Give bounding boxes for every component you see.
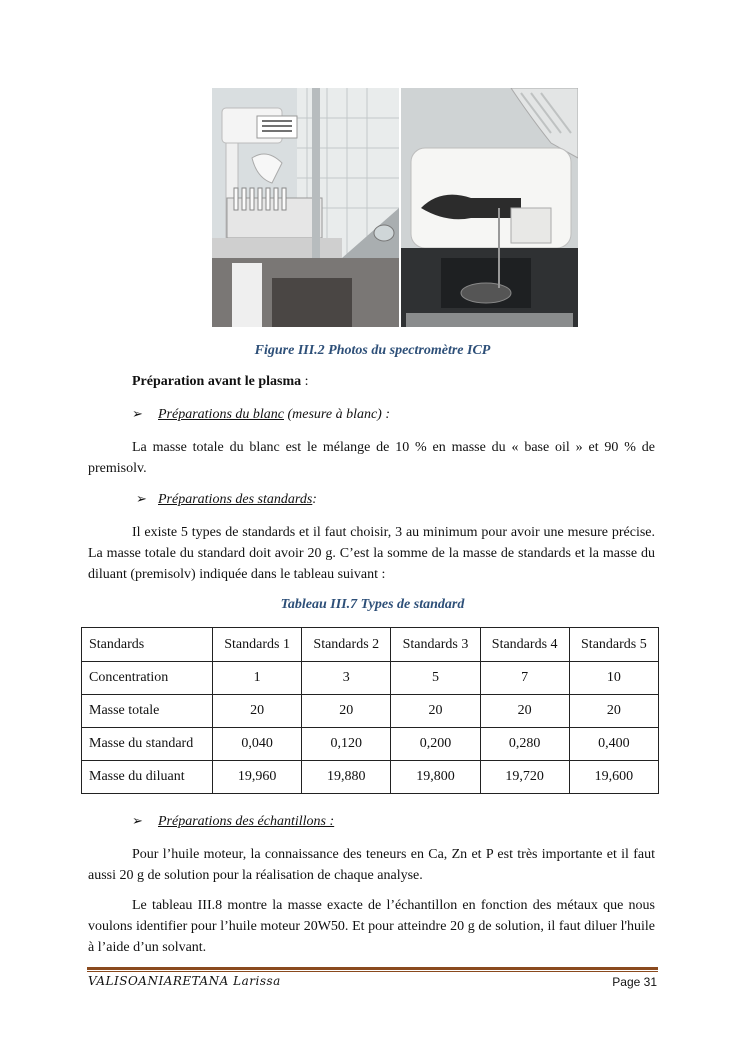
samples-paragraph-1: Pour l’huile moteur, la connaissance des teneurs en Ca, Zn et P est très importante et il faut aussi 20 g de solution pour la réalisation de chaque analyse. (88, 847, 655, 883)
samples-title-suffix: : (329, 814, 335, 829)
table-cell: Masse du diluant (82, 761, 213, 794)
table-cell: 10 (569, 662, 658, 695)
table-cell: 19,600 (569, 761, 658, 794)
section-heading (132, 374, 309, 390)
table-cell: 20 (569, 695, 658, 728)
table-cell: Masse du standard (82, 728, 213, 761)
table-cell: 19,880 (302, 761, 391, 794)
footer-rule-thick (87, 967, 658, 970)
table-cell: 20 (480, 695, 569, 728)
table-row (82, 695, 659, 728)
table-header-cell: Standards 2 (302, 628, 391, 662)
table-cell: Concentration (82, 662, 213, 695)
table-header-cell: Standards 4 (480, 628, 569, 662)
icp-photo-left (212, 88, 399, 327)
table-cell: 20 (391, 695, 480, 728)
bullet-samples (132, 813, 334, 830)
table-cell: 5 (391, 662, 480, 695)
blank-title: Préparations du blanc (158, 407, 284, 422)
table-caption: Tableau III.7 Types de standard (280, 597, 465, 612)
table-row (82, 728, 659, 761)
table-row (82, 662, 659, 695)
footer-author: VALISOANIARETANA Larissa (88, 974, 281, 988)
table-cell: Masse totale (82, 695, 213, 728)
table-header-row (82, 628, 659, 662)
table-cell: 0,040 (213, 728, 302, 761)
table-header-cell: Standards (82, 628, 213, 662)
footer-rule-thin (87, 971, 658, 972)
bullet-standards (136, 491, 317, 508)
arrow-bullet-icon: ➢ (132, 406, 143, 421)
footer-page-number: Page 31 (612, 975, 657, 989)
table-cell: 20 (302, 695, 391, 728)
arrow-bullet-icon: ➢ (132, 813, 143, 828)
table-cell: 0,280 (480, 728, 569, 761)
table-cell: 0,200 (391, 728, 480, 761)
table-header-cell: Standards 3 (391, 628, 480, 662)
standards-table (81, 627, 659, 794)
table-header-cell: Standards 1 (213, 628, 302, 662)
standards-title-suffix: : (312, 492, 317, 507)
icp-photo-right (401, 88, 578, 327)
standards-paragraph: Il existe 5 types de standards et il faut choisir, 3 au minimum pour avoir une mesure précise. La masse totale du standard doit avoir 20 g. C’est la somme de la masse de standards et la masse du diluant (premisolv) indiquée dans le tableau suivant : (88, 525, 655, 582)
table-cell: 20 (213, 695, 302, 728)
samples-title: Préparations des échantillons (158, 814, 330, 829)
table-cell: 7 (480, 662, 569, 695)
blank-title-suffix: (mesure à blanc) : (284, 407, 391, 422)
figure-caption: Figure III.2 Photos du spectromètre ICP (254, 343, 491, 358)
table-cell: 1 (213, 662, 302, 695)
standards-title: Préparations des standards (158, 492, 313, 507)
bullet-blank (132, 406, 390, 423)
arrow-bullet-icon: ➢ (136, 491, 147, 506)
section-heading-text: Préparation avant le plasma (132, 374, 302, 389)
table-header-cell: Standards 5 (569, 628, 658, 662)
table-cell: 3 (302, 662, 391, 695)
samples-paragraph-2: Le tableau III.8 montre la masse exacte de l’échantillon en fonction des métaux que nous voulons identifier pour l’huile moteur 20W50. Et pour atteindre 20 g de solution, il faut diluer l'huile à l’aide d’un solvant. (88, 898, 655, 955)
table-cell: 19,800 (391, 761, 480, 794)
blank-paragraph: La masse totale du blanc est le mélange de 10 % en masse du « base oil » et 90 % de premisolv. (88, 440, 655, 476)
table-cell: 19,720 (480, 761, 569, 794)
table-row (82, 761, 659, 794)
table-cell: 19,960 (213, 761, 302, 794)
table-cell: 0,120 (302, 728, 391, 761)
section-heading-suffix: : (301, 374, 309, 389)
table-cell: 0,400 (569, 728, 658, 761)
